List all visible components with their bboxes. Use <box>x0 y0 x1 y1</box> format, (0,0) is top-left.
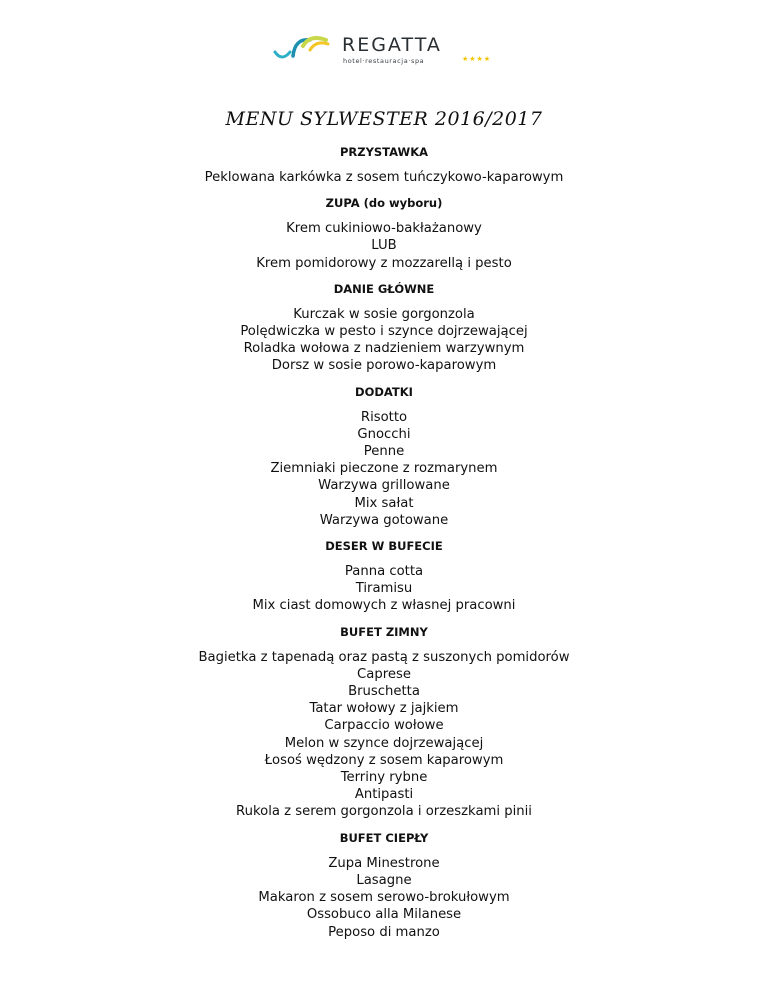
dish-item: Melon w szynce dojrzewającej <box>284 735 484 751</box>
dish-list <box>0 855 768 941</box>
dish-item: Peposo di manzo <box>328 924 440 940</box>
dish-item: Panna cotta <box>344 564 424 580</box>
dish-list <box>0 220 768 272</box>
dish-item: Lasagne <box>356 872 412 888</box>
dish-item: Ossobuco alla Milanese <box>306 907 462 923</box>
dish-item: Bruschetta <box>348 684 420 700</box>
dish-item: Roladka wołowa z nadzieniem warzywnym <box>243 341 525 357</box>
dish-item: Warzywa gotowane <box>319 512 449 528</box>
section-heading: PRZYSTAWKA <box>339 145 429 159</box>
dish-item: Terriny rybne <box>340 770 428 786</box>
dish-item: Gnocchi <box>357 426 411 442</box>
dish-item: Carpaccio wołowe <box>324 718 444 734</box>
dish-item: Kurczak w sosie gorgonzola <box>293 306 475 322</box>
wave-sun-icon <box>270 30 340 70</box>
dish-item: Makaron z sosem serowo-brokułowym <box>258 890 510 906</box>
logo-wordmark: REGATTA <box>342 34 442 56</box>
dish-item: Caprese <box>357 666 411 682</box>
dish-item: Penne <box>363 444 405 460</box>
dish-item: Polędwiczka w pesto i szynce dojrzewającej <box>240 324 528 340</box>
dish-item: Warzywa grillowane <box>318 478 450 494</box>
dish-list <box>0 169 768 186</box>
menu-section <box>0 195 768 272</box>
section-heading: DODATKI <box>355 384 413 399</box>
menu-section <box>0 538 768 615</box>
menu-section <box>0 144 768 186</box>
section-heading: ZUPA (do wyboru) <box>325 196 443 211</box>
dish-item: Rukola z serem gorgonzola i orzeszkami pinii <box>236 804 532 820</box>
menu-content <box>0 144 768 950</box>
dish-item: Antipasti <box>354 787 414 803</box>
dish-item: Tatar wołowy z jajkiem <box>309 701 459 717</box>
menu-section <box>0 384 768 529</box>
dish-item: Peklowana karkówka z sosem tuńczykowo-kaparowym <box>204 170 564 185</box>
dish-item: Risotto <box>360 409 408 425</box>
dish-item: Bagietka z tapenadą oraz pastą z suszonych pomidorów <box>198 649 570 665</box>
menu-section <box>0 281 768 375</box>
hotel-logo <box>270 30 510 70</box>
dish-item: Tiramisu <box>355 581 413 597</box>
dish-item: Zupa Minestrone <box>328 855 440 871</box>
dish-item: Ziemniaki pieczone z rozmarynem <box>270 461 498 477</box>
menu-title: MENU SYLWESTER 2016/2017 <box>225 108 543 130</box>
section-heading: BUFET CIEPŁY <box>339 830 429 845</box>
dish-item: Krem cukiniowo-bakłażanowy <box>286 221 482 237</box>
dish-list <box>0 306 768 375</box>
dish-item: Krem pomidorowy z mozzarellą i pesto <box>256 255 512 271</box>
dish-list <box>0 409 768 529</box>
dish-item: Dorsz w sosie porowo-kaparowym <box>271 358 497 374</box>
menu-section <box>0 624 768 821</box>
section-heading: DANIE GŁÓWNE <box>333 281 435 296</box>
dish-list <box>0 649 768 821</box>
dish-item: Mix sałat <box>354 495 414 511</box>
section-heading: DESER W BUFECIE <box>325 539 443 554</box>
dish-list <box>0 563 768 615</box>
menu-section <box>0 830 768 941</box>
dish-item: LUB <box>371 238 397 254</box>
dish-item: Łosoś wędzony z sosem kaparowym <box>264 752 504 768</box>
logo-tagline: hotel·restauracja·spa <box>343 57 425 65</box>
dish-item: Mix ciast domowych z własnej pracowni <box>252 598 516 614</box>
star-rating: ★★★★ <box>462 55 492 63</box>
section-heading: BUFET ZIMNY <box>340 624 428 639</box>
